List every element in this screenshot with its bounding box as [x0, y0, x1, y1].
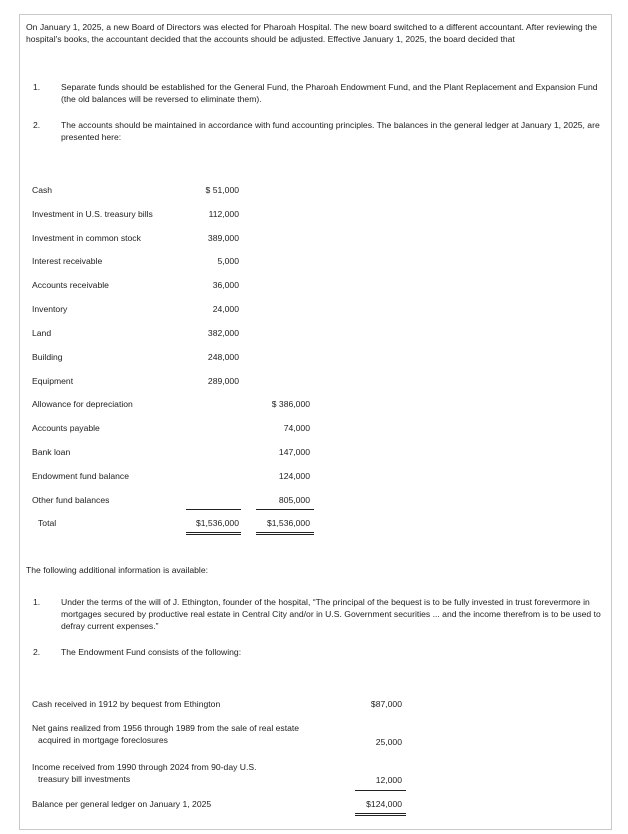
- additional-2-number: 2.: [33, 647, 41, 657]
- decision-1-number: 1.: [33, 82, 41, 92]
- ledger-total-debit: $1,536,000: [195, 518, 239, 528]
- ledger-row-debit: 24,000: [212, 304, 239, 314]
- ledger-row-label: Inventory: [32, 304, 68, 314]
- ledger-row-label: Equipment: [32, 376, 74, 386]
- decision-2-text: The accounts should be maintained in accordance with fund accounting principles. The balances in the general ledger at January 1, 2025, are presented here:: [61, 120, 600, 143]
- endowment-total-rule: [355, 790, 406, 791]
- ledger-row-credit: 147,000: [278, 447, 310, 457]
- debit-total-double-rule: [186, 534, 241, 535]
- decision-1-text: Separate funds should be established for the General Fund, the Pharoah Endowment Fund, and the Plant Replacement and Expansion Fund (the old balances will be reversed to eliminate them).: [61, 82, 598, 105]
- ledger-row-label: Endowment fund balance: [32, 471, 129, 481]
- ledger-row-debit: 382,000: [207, 328, 239, 338]
- additional-1-number: 1.: [33, 597, 41, 607]
- ledger-row-debit: 36,000: [212, 280, 239, 290]
- debit-total-rule: [186, 509, 241, 510]
- endowment-row-label: [32, 698, 352, 710]
- ledger-row-debit: 248,000: [207, 352, 239, 362]
- decision-2-number: 2.: [33, 120, 41, 130]
- endowment-balance-value: $124,000: [366, 799, 402, 809]
- ledger-row-debit: 289,000: [207, 376, 239, 386]
- debit-total-double-rule: [186, 532, 241, 533]
- ledger-row-label: Interest receivable: [32, 256, 103, 266]
- additional-2-text: The Endowment Fund consists of the following:: [61, 647, 242, 657]
- ledger-row-label: Accounts receivable: [32, 280, 109, 290]
- intro-paragraph: On January 1, 2025, a new Board of Directors was elected for Pharoah Hospital. The new board switched to a different accountant. After reviewing the hospital's books, the accountant decided that the accounts should be adjusted. Effective January 1, 2025, the board decided that: [26, 22, 598, 45]
- additional-info-heading: The following additional information is available:: [26, 565, 209, 575]
- ledger-row-label: Land: [32, 328, 52, 338]
- ledger-row-debit: 5,000: [217, 256, 239, 266]
- ledger-row-label: Bank loan: [32, 447, 71, 457]
- ledger-row-credit: 74,000: [283, 423, 310, 433]
- ledger-row-label: Accounts payable: [32, 423, 100, 433]
- credit-total-rule: [256, 509, 314, 510]
- endowment-row-line: Income received from 1990 through 2024 from 90-day U.S.: [32, 762, 257, 772]
- ledger-total-credit: $1,536,000: [266, 518, 310, 528]
- ledger-row-label: Allowance for depreciation: [32, 399, 133, 409]
- ledger-row-label: Investment in common stock: [32, 233, 141, 243]
- endowment-row-label: [32, 761, 352, 785]
- credit-total-double-rule: [256, 534, 314, 535]
- ledger-total-label: Total: [38, 518, 57, 528]
- ledger-row-label: Cash: [32, 185, 53, 195]
- endowment-row-line: acquired in mortgage foreclosures: [38, 735, 168, 746]
- ledger-row-label: Investment in U.S. treasury bills: [32, 209, 153, 219]
- ledger-row-debit: 389,000: [207, 233, 239, 243]
- credit-total-double-rule: [256, 532, 314, 533]
- endowment-balance-label: Balance per general ledger on January 1, 2025: [32, 799, 212, 809]
- endowment-row-value: 12,000: [375, 775, 402, 785]
- endowment-double-rule: [355, 815, 406, 816]
- ledger-row-label: Other fund balances: [32, 495, 110, 505]
- ledger-row-credit: 124,000: [278, 471, 310, 481]
- ledger-row-credit: $ 386,000: [271, 399, 310, 409]
- endowment-row-line: treasury bill investments: [38, 774, 131, 785]
- additional-1-text: Under the terms of the will of J. Ethington, founder of the hospital, “The principal of the bequest is to be fully invested in trust forevermore in mortgages secured by productive real estate in Central City and/or in U.S. Government securities ... and the income therefrom is to be used to defray current expenses.”: [61, 597, 601, 632]
- endowment-row-value: 25,000: [375, 737, 402, 747]
- ledger-row-debit: 112,000: [208, 209, 239, 219]
- ledger-row-debit: $ 51,000: [205, 185, 239, 195]
- endowment-row-label: [32, 722, 352, 746]
- endowment-double-rule: [355, 813, 406, 814]
- ledger-row-label: Building: [32, 352, 63, 362]
- ledger-row-credit: 805,000: [278, 495, 310, 505]
- endowment-row-line: Net gains realized from 1956 through 1989 from the sale of real estate: [32, 723, 300, 733]
- endowment-row-line: Cash received in 1912 by bequest from Ethington: [32, 699, 221, 709]
- endowment-row-value: $87,000: [370, 699, 402, 709]
